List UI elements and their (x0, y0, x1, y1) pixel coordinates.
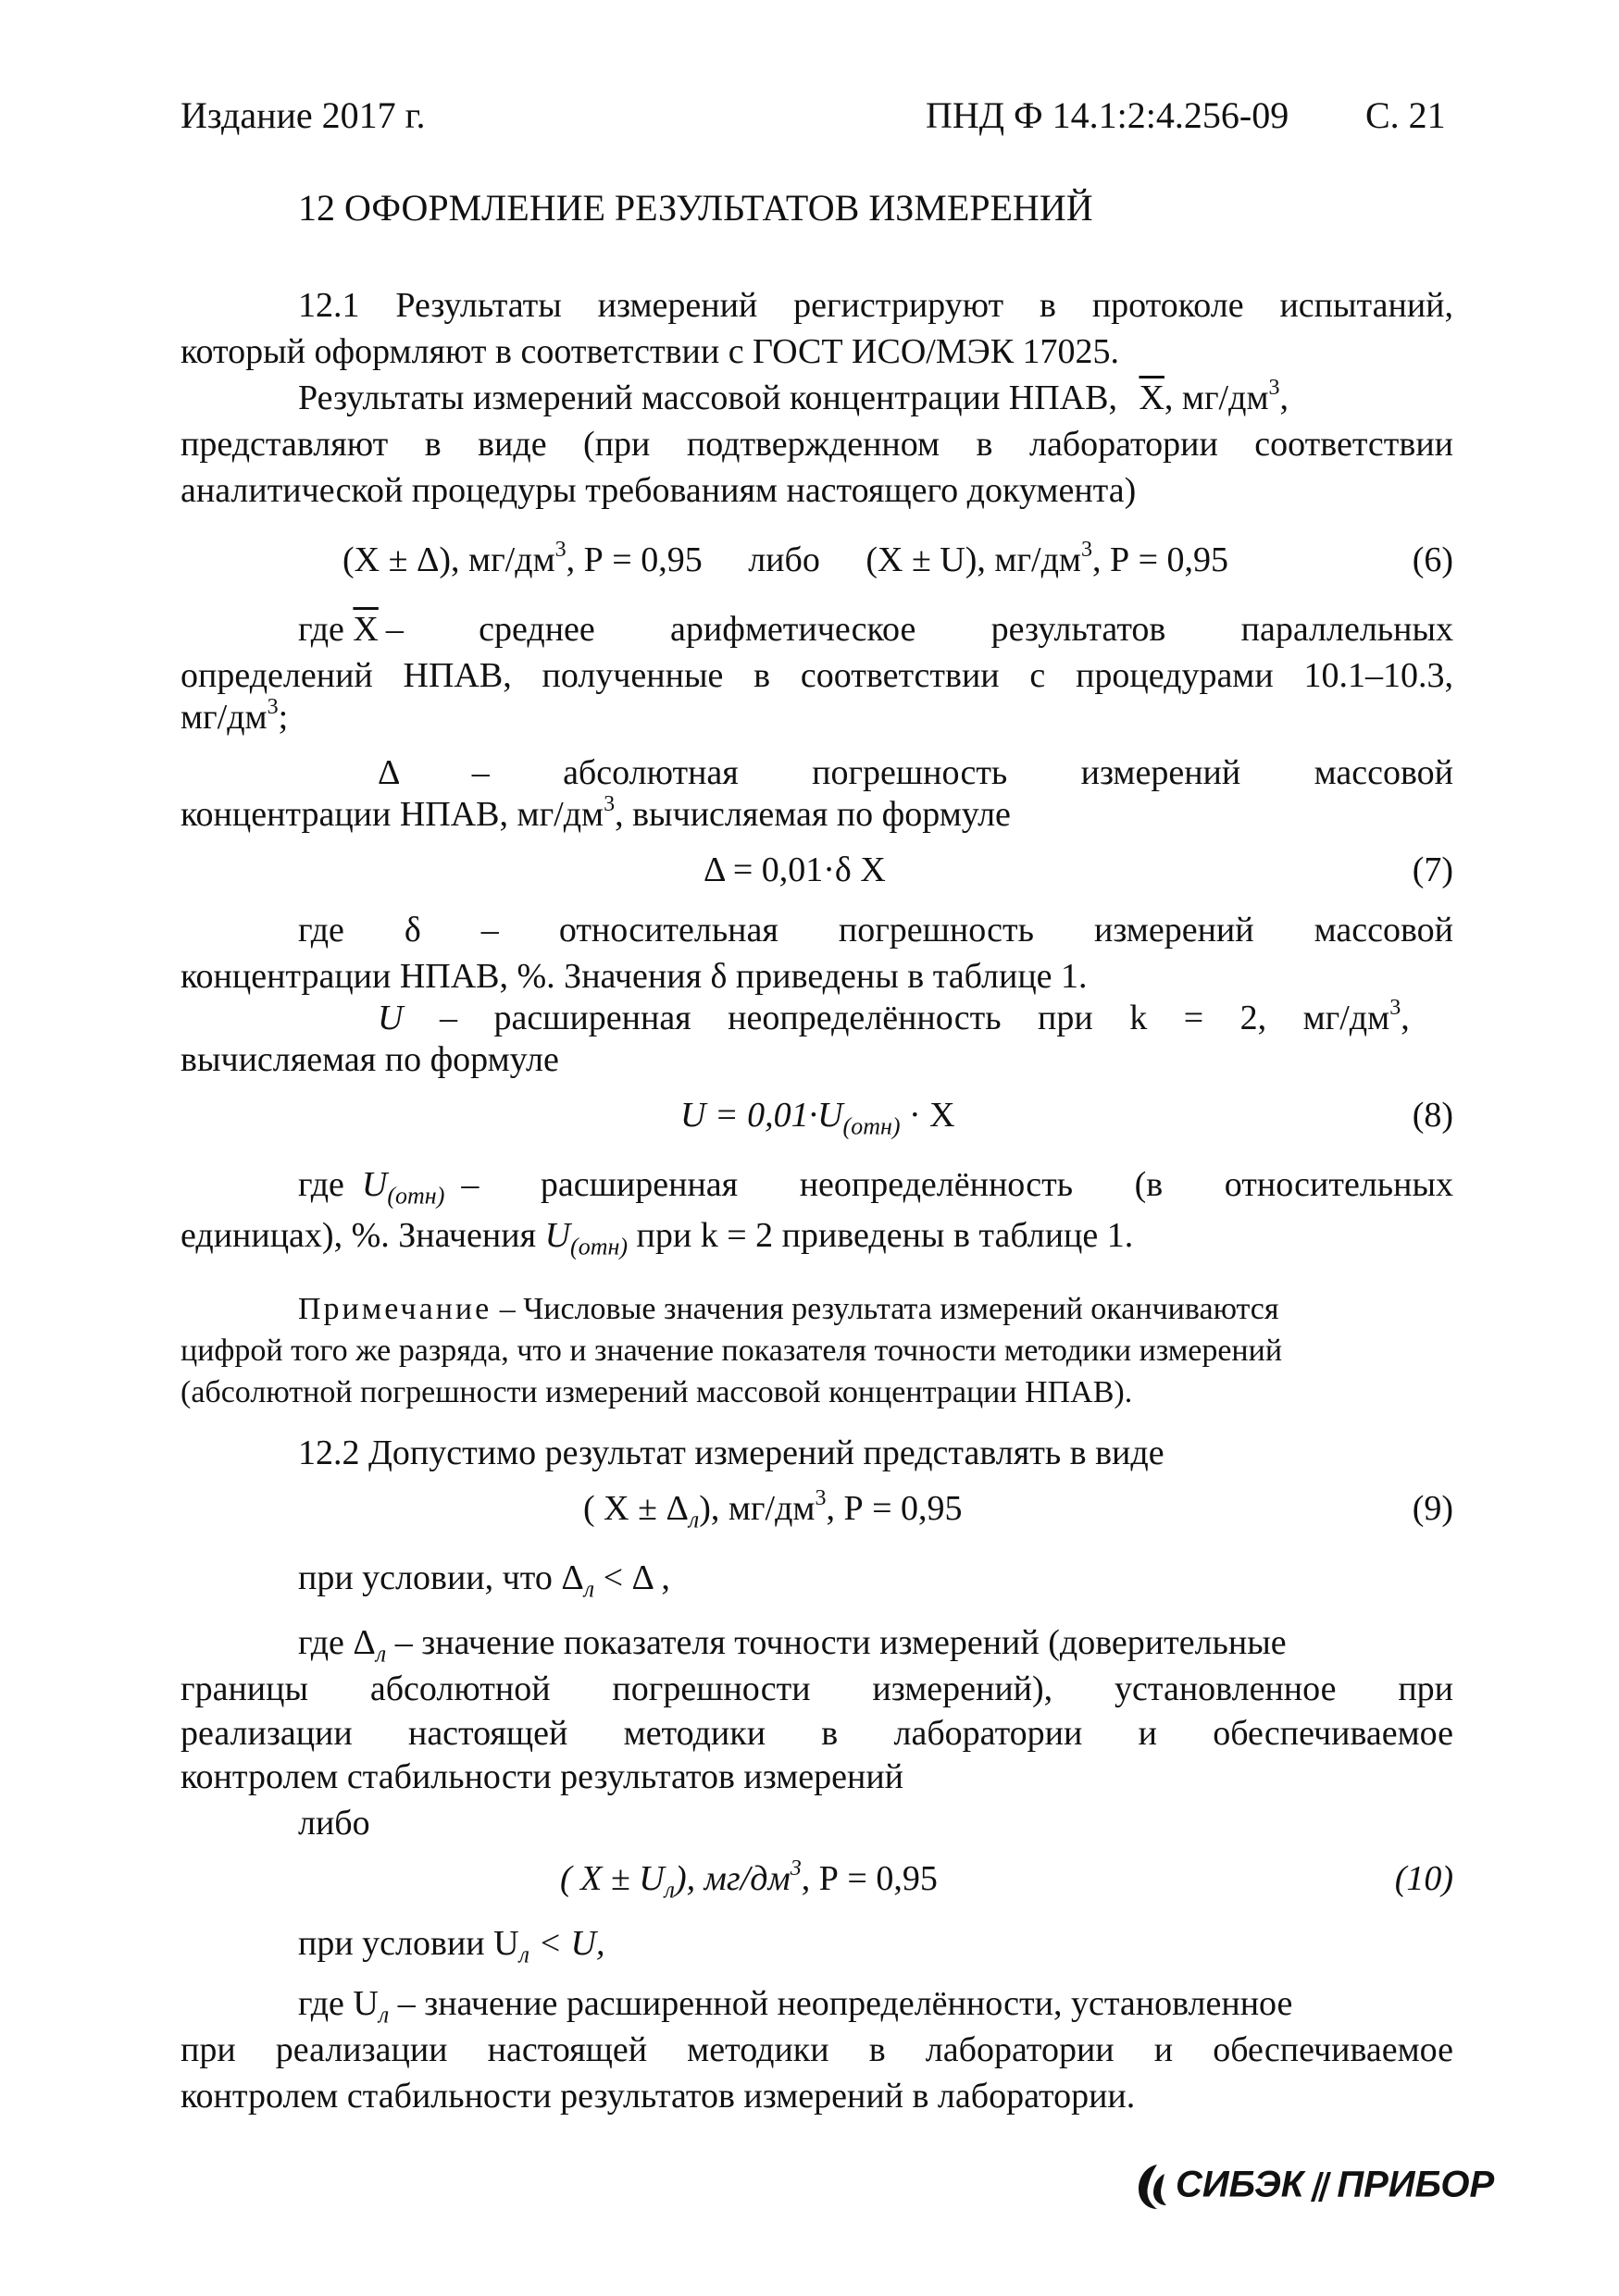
page-number: С. 21 (1365, 94, 1446, 136)
def-deltal-line-3: реализации настоящей методики в лаборатории и обеспечиваемое (181, 1714, 1453, 1753)
p12-1-line-1: 12.1 Результаты измерений регистрируют в протоколе испытаний, (298, 286, 1453, 325)
logo-separator-icon (1303, 2168, 1337, 2205)
p12-1-line-5: аналитической процедуры требованиям настоящего документа) (181, 471, 1137, 510)
def-deltal-line-2: границы абсолютной погрешности измерений), установленное при (181, 1669, 1453, 1708)
def-ul-line-1: где $U_л$ – значение расширенной неопределённости, установленное (298, 1984, 1293, 2029)
def-ul-line-2: при реализации настоящей методики в лаборатории и обеспечиваемое (181, 2030, 1453, 2069)
def-x-line-1: где $\overline{X}$ – среднее арифметическое результатов параллельных (298, 610, 1453, 649)
def-small-delta-line-1: где δ – относительная погрешность измерений массовой (298, 911, 1453, 949)
edition-label: Издание 2017 г. (181, 94, 426, 136)
equation-6-number: (6) (1412, 540, 1453, 579)
def-small-delta-line-2: концентрации НПАВ, %. Значения δ приведены в таблице 1. (181, 957, 1088, 996)
def-x-line-2: определений НПАВ, полученные в соответствии с процедурами 10.1–10.3, (181, 656, 1453, 695)
p12-1-line-4: представляют в виде (при подтвержденном в лаборатории соответствии (181, 425, 1453, 464)
equation-9: ( $X \pm \Delta_л$), $мг/дм^3$, Р = 0,95 (583, 1486, 963, 1533)
def-ul-line-3: контролем стабильности результатов измерений в лаборатории. (181, 2077, 1136, 2116)
sibecopribor-logo: СИБЭК ПРИБОР (1129, 2161, 1494, 2213)
def-deltal-line-5: либо (298, 1804, 370, 1843)
note-line-3: (абсолютной погрешности измерений массовой концентрации НПАВ). (181, 1375, 1133, 1409)
note-line-1: Примечание – Числовые значения результата измерений оканчиваются (298, 1292, 1279, 1326)
equation-8-number: (8) (1412, 1096, 1453, 1135)
document-code: ПНД Ф 14.1:2:4.256-09 (926, 94, 1289, 136)
p12-1-line-2: который оформляют в соответствии с ГОСТ ИСО/МЭК 17025. (181, 332, 1120, 371)
section-title: 12 ОФОРМЛЕНИЕ РЕЗУЛЬТАТОВ ИЗМЕРЕНИЙ (298, 187, 1093, 229)
def-deltal-line-1: где $\Delta_л$ – значение показателя точности измерений (доверительные (298, 1623, 1287, 1668)
def-u-line-2: вычисляемая по формуле (181, 1040, 559, 1079)
p12-2-line-1: 12.2 Допустимо результат измерений представлять в виде (298, 1433, 1164, 1472)
def-deltal-line-4: контролем стабильности результатов измерений (181, 1757, 903, 1796)
equation-7-number: (7) (1412, 850, 1453, 889)
condition-9: при условии, что $\Delta_л < \Delta$ , (298, 1558, 670, 1603)
equation-10: ( $X \pm U_л$), $мг/дм^3$, Р = 0,95 (560, 1856, 938, 1904)
def-u-line-1: U – расширенная неопределённость при k = 2, $мг/дм^3$, (378, 996, 1410, 1037)
p12-1-line-3: Результаты измерений массовой концентрации НПАВ, $\overline{X}$, $мг/дм^3$, (298, 376, 1289, 417)
def-uotn-line-2: единицах), %. Значения $U_{(отн)}$ при k = 2 приведены в таблице 1. (181, 1216, 1134, 1260)
equation-9-number: (9) (1412, 1489, 1453, 1528)
equation-7: Δ = 0,01·δ X (704, 850, 886, 889)
def-delta-line-2: концентрации НПАВ, $мг/дм^3$, вычисляемая по формуле (181, 792, 1011, 834)
def-delta-line-1: Δ – абсолютная погрешность измерений массовой (378, 753, 1453, 792)
logo-mark-icon (1129, 2161, 1176, 2213)
def-x-line-3: $мг/дм^3$; (181, 695, 289, 737)
equation-8: $U = 0,01\cdot U_{(отн)} \cdot X$ (680, 1096, 955, 1140)
equation-6: (X ± Δ), $мг/дм^3$, Р = 0,95 либо (X ± U), $мг/дм^3$, Р = 0,95 (342, 538, 1229, 579)
condition-10: при условии $U_л < U$, (298, 1924, 605, 1968)
note-line-2: цифрой того же разряда, что и значение показателя точности методики измерений (181, 1334, 1283, 1368)
equation-10-number: (10) (1394, 1859, 1453, 1898)
def-uotn-line-1: где $U_{(отн)}$ – расширенная неопределённость (в относительных (298, 1165, 1453, 1210)
